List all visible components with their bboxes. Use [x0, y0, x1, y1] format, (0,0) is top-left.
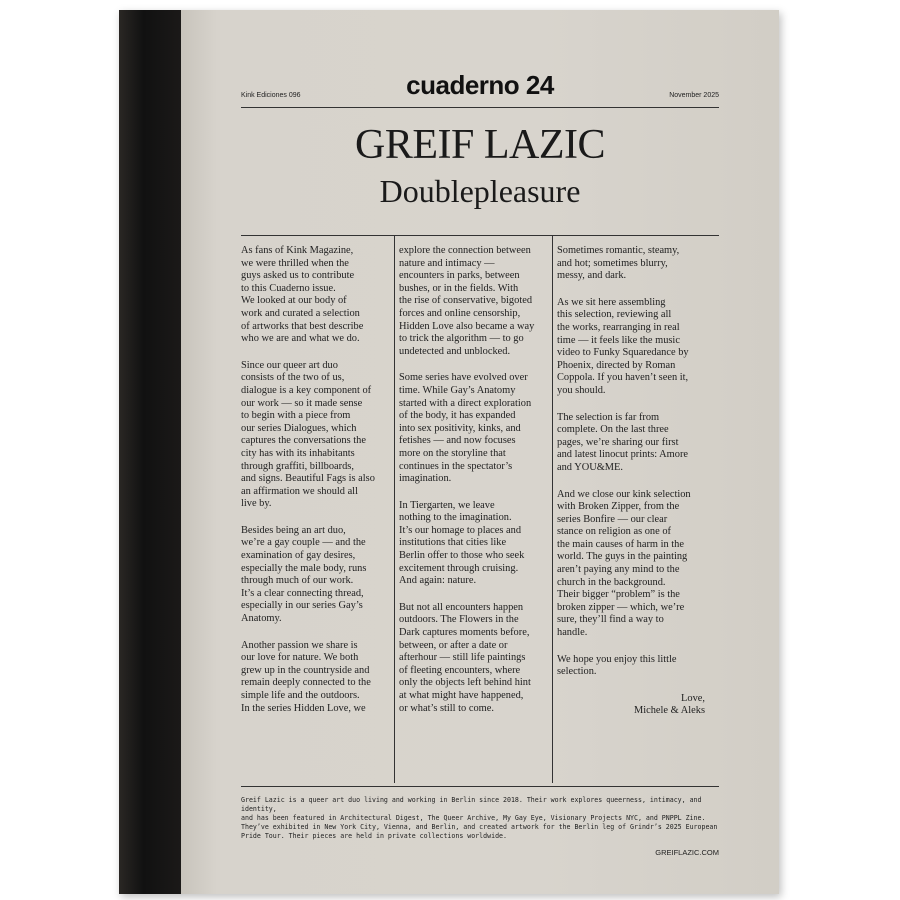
- paragraph: The selection is far from complete. On the last three pages, we’re sharing our first and latest linocut prints: Amore and YOU&ME.: [557, 411, 689, 473]
- paragraph: Some series have evolved over time. While Gay’s Anatomy started with a direct exploration of the body, it has expanded into sex positivity, kinks, and fetishes — and now focuses more on the storyline that continues in the spectator’s imagination.: [399, 372, 532, 485]
- bio-top-rule: [241, 786, 719, 787]
- magazine-cover: [119, 10, 779, 894]
- column-divider: [394, 235, 395, 783]
- publisher-label: Kink Ediciones 096: [241, 92, 301, 99]
- paragraph: In Tiergarten, we leave nothing to the imagination. It’s our homage to places and institutions that cities like Berlin offer to those who seek excitement through cruising. And again: nature.: [399, 499, 525, 587]
- paragraph: Another passion we share is our love for nature. We both grew up in the countryside and remain deeply connected to the simple life and the outdoors. In the series Hidden Love, we: [241, 639, 371, 714]
- paragraph: Sometimes romantic, steamy, and hot; sometimes blurry, messy, and dark.: [557, 245, 680, 282]
- paragraph: We hope you enjoy this little selection.: [557, 653, 677, 678]
- masthead: [241, 70, 719, 102]
- issue-date: November 2025: [669, 92, 719, 99]
- paragraph: And we close our kink selection with Broken Zipper, from the series Bonfire — our clear stance on religion as one of the main causes of harm in the world. The guys in the painting aren’t paying any mind to the church in the background. Their bigger “problem” is the broken zipper — which, we’re sure, they’ll find a way to handle.: [557, 488, 691, 639]
- paragraph: But not all encounters happen outdoors. The Flowers in the Dark captures moments before, between, or after a date or afterhour — still life paintings of fleeting encounters, where only the objects left behind hint at what might have happened, or what’s still to come.: [399, 601, 531, 714]
- article-body: [241, 235, 719, 783]
- website-link[interactable]: GREIFLAZIC.COM: [655, 848, 719, 857]
- masthead-rule: [241, 107, 719, 108]
- paragraph: Since our queer art duo consists of the two of us, dialogue is a key component of our work — so it made sense to begin with a piece from our series Dialogues, which captures the conversations the city has with its inhabitants through graffiti, billboards, and signs. Beautiful Fags is also an affirmation we should all live by.: [241, 359, 375, 510]
- paragraph: As fans of Kink Magazine, we were thrilled when the guys asked us to contribute to this Cuaderno issue. We looked at our body of work and curated a selection of artworks that best describe who we are and what we do.: [241, 245, 364, 345]
- column-divider: [552, 235, 553, 783]
- magazine-spine: [119, 10, 181, 894]
- paragraph: As we sit here assembling this selection, reviewing all the works, rearranging in real time — it feels like the music video to Funky Squaredance by Phoenix, directed by Roman Coppola. If you haven’t seen it, you should.: [557, 296, 689, 396]
- article-title: GREIF LAZIC: [355, 122, 605, 168]
- text-column-3: [557, 245, 705, 732]
- text-column-2: [399, 245, 547, 729]
- magazine-page: [181, 10, 779, 894]
- masthead-title: cuaderno 24: [406, 70, 554, 100]
- paragraph: explore the connection between nature and intimacy — encounters in parks, between bushes, or in the fields. With the rise of conservative, bigoted forces and online censorship, Hidden Love also became a way to trick the algorithm — to go undetected and unblocked.: [399, 245, 535, 357]
- signoff: Love, Michele & Aleks: [634, 692, 705, 717]
- paragraph: Besides being an art duo, we’re a gay couple — and the examination of gay desires, especially the male body, runs through much of our work. It’s a clear connecting thread, especially in our series Gay’s Anatomy.: [241, 524, 367, 625]
- text-column-1: [241, 245, 389, 729]
- artist-bio: Greif Lazic is a queer art duo living and working in Berlin since 2018. Their work explores queerness, intimacy, and identity, and has been featured in Architectural Digest, The Queer Archive, My Gay Eye, Visionary Projects NYC, and PNPPL Zine. They’ve exhibited in New York City, Vienna, and Berlin, and created artwork for the Berlin leg of Grindr’s 2025 European Pride Tour. Their pieces are held in private collections worldwide.: [241, 796, 718, 840]
- article-subtitle: Doublepleasure: [379, 173, 581, 209]
